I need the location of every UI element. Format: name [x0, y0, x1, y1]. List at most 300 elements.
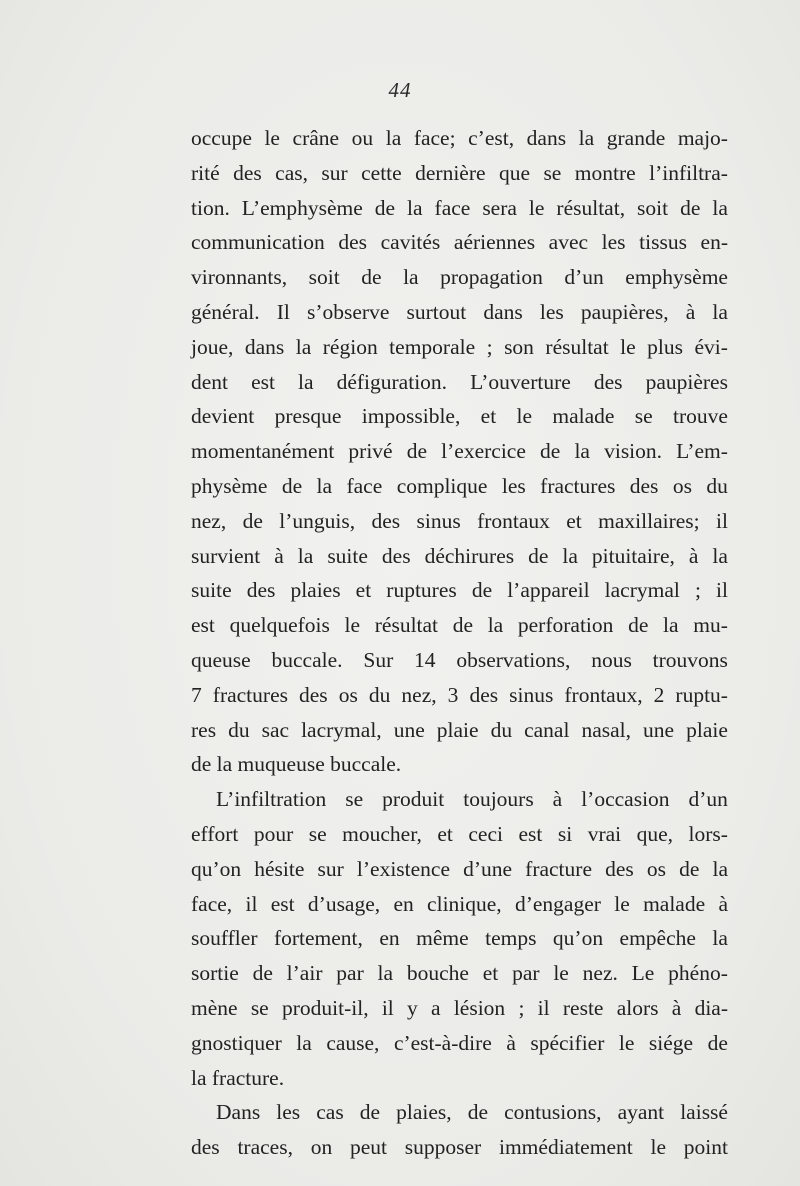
word: l’existence — [356, 856, 451, 881]
word: ruptu- — [675, 682, 728, 707]
text-line — [191, 1026, 728, 1061]
word: y — [407, 995, 418, 1020]
word: contusions, — [504, 1100, 602, 1125]
word: phéno- — [668, 961, 728, 986]
word: ; — [486, 334, 493, 359]
word: dans — [483, 299, 523, 324]
word: d’une — [463, 856, 513, 881]
word: par — [512, 961, 540, 986]
word: plus — [647, 334, 684, 359]
word: une — [643, 717, 675, 742]
word: les — [276, 1100, 301, 1125]
word: son — [504, 334, 534, 359]
word: de — [281, 473, 303, 498]
word: traces, — [237, 1135, 293, 1160]
word: majo- — [677, 126, 728, 150]
word: cas — [316, 1100, 344, 1125]
word: L’infiltration — [216, 787, 327, 812]
word: lacrymal, — [301, 717, 382, 742]
text-line — [191, 365, 728, 400]
word: à — [506, 1030, 516, 1055]
word: d’engager — [514, 891, 601, 916]
word: pour — [253, 821, 294, 846]
word: le — [650, 1135, 667, 1160]
word: 7 — [191, 682, 202, 707]
word: 2 — [653, 682, 665, 707]
word: en — [393, 891, 414, 916]
word: l’unguis, — [279, 508, 356, 533]
word: à — [274, 543, 284, 568]
text-line — [191, 713, 728, 748]
word: peut — [349, 1135, 388, 1160]
word: aériennes — [453, 230, 536, 255]
word: qu’on — [552, 926, 604, 951]
word: il — [716, 578, 728, 603]
text-line — [191, 782, 728, 817]
word: physème — [191, 473, 268, 498]
word: 3 — [447, 682, 459, 707]
word: suite — [191, 578, 232, 603]
text-line — [191, 573, 728, 608]
text-line — [191, 991, 728, 1026]
word: la — [712, 299, 728, 324]
word: est — [191, 613, 215, 638]
text-line — [191, 121, 728, 156]
word: tissus — [639, 230, 687, 255]
word: dent — [191, 369, 229, 394]
word: montre — [574, 160, 636, 185]
word: la — [712, 926, 728, 951]
word: la — [377, 961, 394, 986]
text-line — [191, 852, 728, 887]
word: laissé — [680, 1100, 728, 1125]
word: os — [338, 682, 358, 707]
word: le — [264, 126, 280, 150]
word: du — [368, 682, 391, 707]
word: et — [355, 578, 372, 603]
word: résultat — [545, 334, 609, 359]
word: face, — [191, 891, 233, 916]
word: des — [246, 578, 276, 603]
word: mu- — [693, 613, 728, 638]
word: déchirures — [424, 543, 515, 568]
word: 14 — [414, 647, 436, 672]
word: tion. — [191, 195, 230, 220]
word: l’infiltra- — [649, 160, 728, 185]
text-line — [191, 225, 728, 260]
word: impossible, — [361, 404, 461, 429]
word: des — [469, 682, 499, 707]
word: à — [552, 787, 563, 812]
word: c’est-à-dire — [393, 1030, 492, 1055]
word: les — [601, 230, 626, 255]
word: ou — [351, 126, 374, 150]
word: nez, — [191, 508, 227, 533]
word: Le — [631, 961, 655, 986]
word: res — [191, 717, 217, 742]
word: est — [270, 891, 295, 916]
word: survient — [191, 543, 261, 568]
word: os — [672, 473, 692, 498]
text-line — [191, 1095, 728, 1130]
word: spécifier — [530, 1030, 605, 1055]
word: temporale — [389, 334, 476, 359]
word: des — [299, 682, 328, 707]
word: frontaux, — [564, 682, 643, 707]
word: suite — [327, 543, 368, 568]
word: plaies — [290, 578, 341, 603]
word: communication — [191, 230, 325, 255]
word: des — [191, 1135, 220, 1160]
word: région — [322, 334, 378, 359]
word: des — [338, 230, 368, 255]
word: et — [482, 961, 499, 986]
word: momentanément — [191, 439, 335, 464]
word: vrai — [587, 821, 622, 846]
word: la — [487, 613, 504, 638]
word: de — [528, 543, 549, 568]
word: des — [593, 369, 623, 394]
word: face — [434, 195, 471, 220]
word: propagation — [440, 265, 543, 290]
text-line — [191, 504, 728, 539]
word: la — [578, 126, 595, 150]
word: grande — [606, 126, 666, 150]
text-line — [191, 887, 728, 922]
word: la — [295, 334, 312, 359]
text-line-content: de la muqueuse buccale. — [191, 752, 402, 777]
word: de — [471, 578, 493, 603]
word: que — [498, 160, 531, 185]
word: ; — [694, 578, 701, 603]
word: qu’on — [191, 856, 242, 881]
body-text — [191, 121, 728, 1165]
word: complique — [396, 473, 488, 498]
word: la — [403, 265, 419, 290]
word: effort — [191, 821, 239, 846]
word: sinus — [416, 508, 461, 533]
word: est — [251, 369, 275, 394]
word: fractures — [540, 473, 616, 498]
word: il — [537, 995, 550, 1020]
word: se — [250, 995, 269, 1020]
word: emphysème — [625, 265, 728, 290]
word: face; — [413, 126, 456, 150]
word: gnostiquer — [191, 1030, 282, 1055]
word: fractures — [212, 682, 288, 707]
word: face — [346, 473, 383, 498]
word: du — [706, 473, 728, 498]
word: soit — [637, 195, 669, 220]
word: de — [359, 1100, 381, 1125]
word: le — [614, 891, 630, 916]
word: le — [620, 334, 636, 359]
word: des — [233, 160, 262, 185]
word: produit — [382, 787, 445, 812]
word: sur — [321, 160, 348, 185]
word: à — [685, 299, 696, 324]
word: la — [712, 543, 728, 568]
word: est — [518, 821, 543, 846]
word: trouvons — [652, 647, 728, 672]
word: l’appareil — [507, 578, 590, 603]
word: lacrymal — [604, 578, 680, 603]
word: fortement, — [273, 926, 363, 951]
word: rité — [191, 160, 220, 185]
word: temps — [485, 926, 537, 951]
word: pituitaire, — [591, 543, 675, 568]
text-line — [191, 260, 728, 295]
text-line — [191, 747, 728, 782]
word: la — [407, 195, 423, 220]
word: sera — [482, 195, 517, 220]
word: évi- — [694, 334, 728, 359]
word: cavités — [380, 230, 441, 255]
word: par — [336, 961, 364, 986]
word: nous — [591, 647, 632, 672]
word: le — [553, 961, 569, 986]
word: à — [688, 543, 699, 568]
word: cette — [361, 160, 402, 185]
word: avec — [548, 230, 589, 255]
text-line — [191, 539, 728, 574]
word: dans — [244, 334, 285, 359]
word: empêche — [619, 926, 696, 951]
word: L’ouverture — [470, 369, 571, 394]
word: soit — [308, 265, 340, 290]
word: du — [490, 717, 513, 742]
word: Sur — [363, 647, 394, 672]
word: de — [242, 508, 263, 533]
word: buccale. — [271, 647, 343, 672]
word: dernière — [415, 160, 486, 185]
word: de — [680, 195, 701, 220]
word: s’observe — [307, 299, 390, 324]
word: d’un — [688, 787, 728, 812]
word: trouve — [672, 404, 728, 429]
text-line — [191, 156, 728, 191]
word: le — [516, 404, 533, 429]
word: la — [297, 543, 314, 568]
word: à — [718, 891, 728, 916]
word: siége — [648, 1030, 694, 1055]
word: observations, — [456, 647, 571, 672]
word: de — [361, 265, 382, 290]
word: malade — [552, 404, 615, 429]
word: vironnants, — [191, 265, 288, 290]
text-line — [191, 191, 728, 226]
word: paupières — [645, 369, 728, 394]
word: la — [562, 543, 578, 568]
word: une — [393, 717, 425, 742]
word: l’air — [286, 961, 323, 986]
word: fracture — [525, 856, 592, 881]
word: L’emphysème — [241, 195, 363, 220]
word: résultat — [374, 613, 439, 638]
word: mène — [191, 995, 238, 1020]
word: de — [252, 961, 273, 986]
word: du — [228, 717, 250, 742]
word: quelquefois — [229, 613, 330, 638]
word: occupe — [191, 126, 252, 150]
word: malade — [643, 891, 706, 916]
word: le — [344, 613, 361, 638]
word: l’exercice — [441, 439, 526, 464]
word: résultat, — [556, 195, 626, 220]
word: privé — [348, 439, 393, 464]
word: se — [634, 404, 653, 429]
word: se — [345, 787, 364, 812]
text-line — [191, 330, 728, 365]
word: os — [646, 856, 666, 881]
word: la — [712, 856, 728, 881]
word: hésite — [254, 856, 305, 881]
word: même — [416, 926, 469, 951]
page-number: 44 — [388, 78, 412, 102]
word: de — [452, 613, 474, 638]
word: ruptures — [386, 578, 457, 603]
word: le — [528, 195, 545, 220]
word: paupières, — [580, 299, 669, 324]
word: presque — [274, 404, 342, 429]
word: des — [381, 543, 411, 568]
text-line — [191, 399, 728, 434]
word: et — [437, 821, 453, 846]
word: il — [381, 995, 394, 1020]
text-line-content: la fracture. — [191, 1065, 285, 1090]
word: nasal, — [581, 717, 632, 742]
word: sortie — [191, 961, 239, 986]
word: produit-il, — [281, 995, 369, 1020]
word: en — [379, 926, 400, 951]
word: nez, — [401, 682, 437, 707]
text-line — [191, 469, 728, 504]
word: immédiatement — [498, 1135, 633, 1160]
word: nez. — [582, 961, 618, 986]
word: à — [671, 995, 682, 1020]
word: bouche — [406, 961, 469, 986]
word: ; — [518, 995, 525, 1020]
word: la — [385, 126, 402, 150]
word: le — [618, 1030, 635, 1055]
word: c’est, — [468, 126, 515, 150]
word: surtout — [406, 299, 467, 324]
word: perforation — [517, 613, 614, 638]
word: la — [316, 473, 333, 498]
word: a — [431, 995, 441, 1020]
word: reste — [562, 995, 604, 1020]
word: de — [540, 439, 561, 464]
word: ayant — [617, 1100, 665, 1125]
word: ceci — [468, 821, 503, 846]
word: se — [543, 160, 562, 185]
word: on — [310, 1135, 333, 1160]
text-line — [191, 956, 728, 991]
word: défiguration. — [336, 369, 448, 394]
word: de — [628, 613, 649, 638]
word: la — [712, 195, 728, 220]
word: l’occasion — [581, 787, 670, 812]
word: de — [467, 1100, 489, 1125]
word: canal — [524, 717, 570, 742]
word: de — [679, 856, 700, 881]
word: de — [374, 195, 396, 220]
text-line — [191, 921, 728, 956]
word: si — [557, 821, 573, 846]
word: frontaux — [477, 508, 550, 533]
word: et — [566, 508, 582, 533]
word: supposer — [404, 1135, 482, 1160]
word: crâne — [292, 126, 340, 150]
text-line — [191, 817, 728, 852]
word: plaie — [686, 717, 728, 742]
word: queuse — [191, 647, 251, 672]
text-line — [191, 1061, 728, 1096]
word: en- — [700, 230, 728, 255]
word: de — [707, 1030, 728, 1055]
word: des — [371, 508, 401, 533]
word: sac — [261, 717, 290, 742]
word: et — [480, 404, 497, 429]
word: cause, — [326, 1030, 380, 1055]
word: les — [501, 473, 526, 498]
word: vision. — [604, 439, 663, 464]
word: que, — [636, 821, 674, 846]
word: il — [716, 508, 728, 533]
word: Il — [276, 299, 290, 324]
word: souffler — [191, 926, 258, 951]
word: moucher, — [342, 821, 422, 846]
word: sur — [317, 856, 344, 881]
word: sinus — [509, 682, 554, 707]
word: des — [605, 856, 634, 881]
word: la — [663, 613, 679, 638]
word: point — [683, 1135, 728, 1160]
word: d’usage, — [307, 891, 381, 916]
word: lors- — [688, 821, 728, 846]
text-line — [191, 434, 728, 469]
word: lésion — [453, 995, 506, 1020]
word: dia- — [694, 995, 728, 1020]
word: Dans — [216, 1100, 261, 1125]
word: alors — [616, 995, 659, 1020]
word: il — [245, 891, 258, 916]
word: général. — [191, 299, 260, 324]
word: plaies, — [396, 1100, 452, 1125]
word: plaie — [436, 717, 479, 742]
word: toujours — [463, 787, 534, 812]
word: L’em- — [676, 439, 728, 464]
word: des — [629, 473, 659, 498]
text-line — [191, 295, 728, 330]
text-line — [191, 678, 728, 713]
word: de — [406, 439, 428, 464]
word: la — [574, 439, 590, 464]
word: cas, — [275, 160, 308, 185]
text-line — [191, 608, 728, 643]
word: les — [539, 299, 564, 324]
word: devient — [191, 404, 255, 429]
word: maxillaires; — [598, 508, 700, 533]
word: dans — [526, 126, 567, 150]
word: clinique, — [427, 891, 502, 916]
word: d’un — [564, 265, 604, 290]
text-line — [191, 643, 728, 678]
word: la — [298, 369, 314, 394]
word: se — [308, 821, 327, 846]
word: joue, — [191, 334, 234, 359]
word: la — [296, 1030, 312, 1055]
